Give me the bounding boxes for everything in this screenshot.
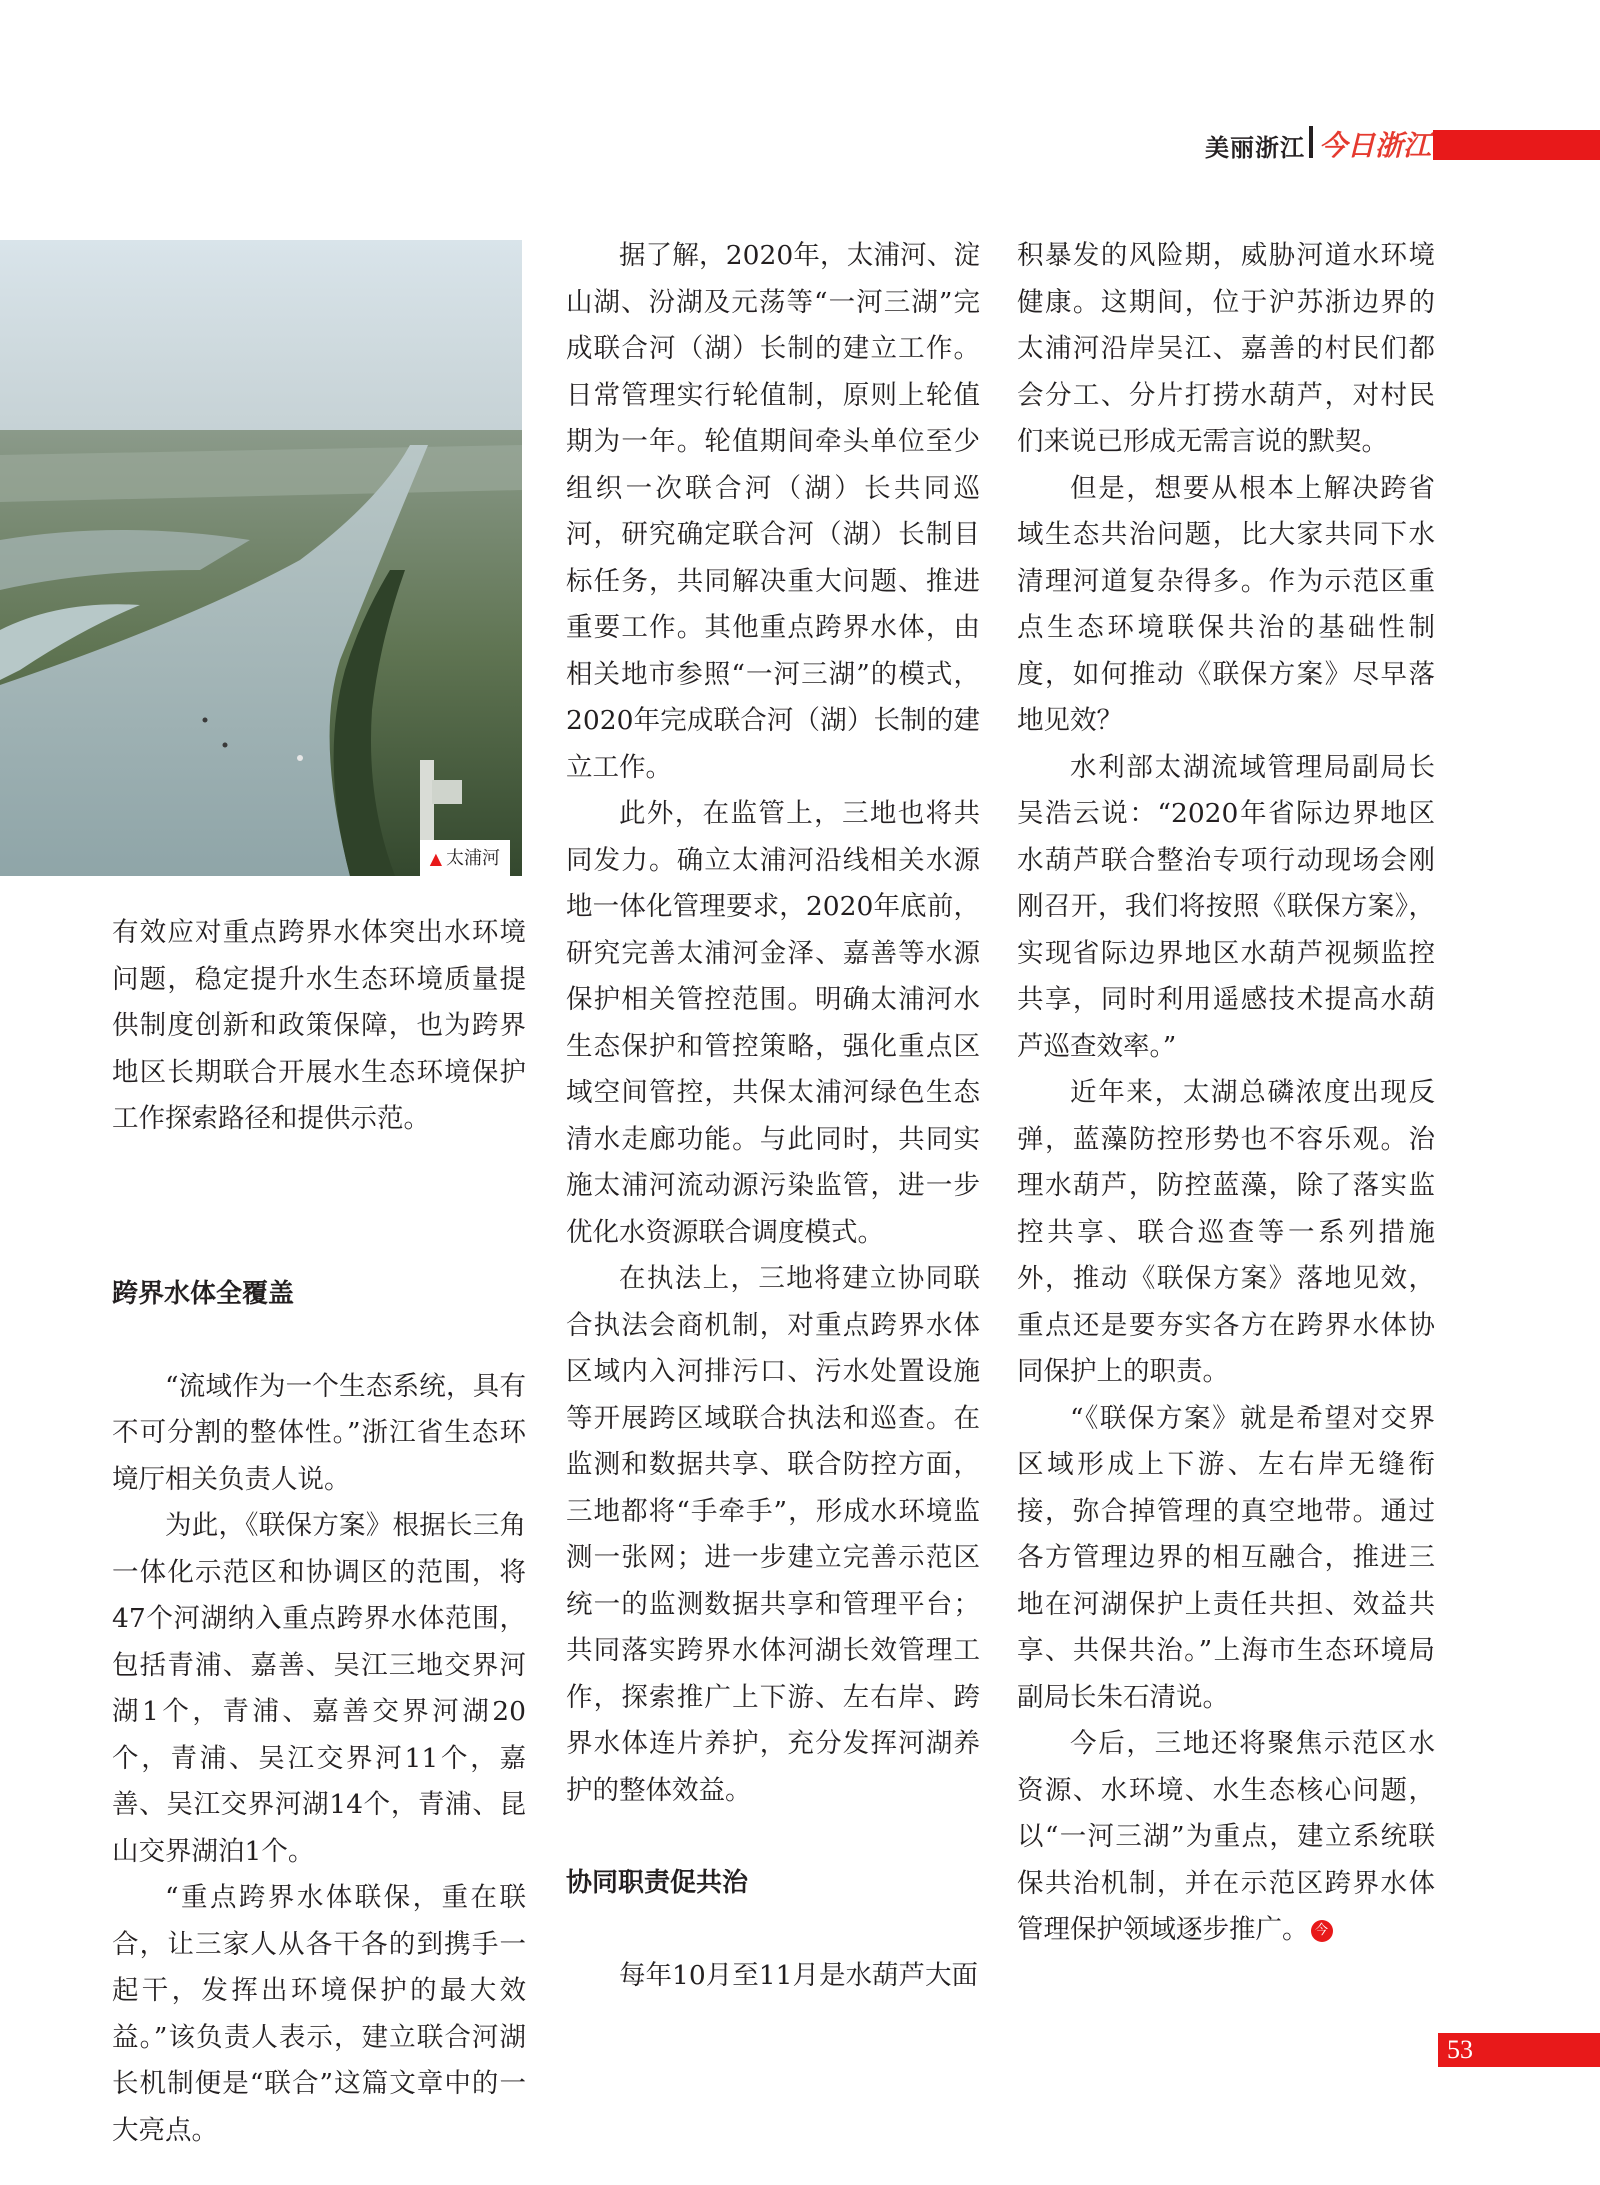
heading-spacer <box>566 1814 980 1860</box>
paragraph: 在执法上，三地将建立协同联合执法会商机制，对重点跨界水体区域内入河排污口、污水处置设施等开展跨区域联合执法和巡查。在监测和数据共享、联合防控方面，三地都将“手牵手”，形成水环境监测一张网；进一步建立完善示范区统一的监测数据共享和管理平台；共同落实跨界水体河湖长效管理工作，探索推广上下游、左右岸、跨界水体连片养护，充分发挥河湖养护的整体效益。 <box>566 1263 980 1806</box>
paragraph: 但是，想要从根本上解决跨省域生态共治问题，比大家共同下水清理河道复杂得多。作为示范区重点生态环境联保共治的基础性制度，如何推动《联保方案》尽早落地见效？ <box>1017 472 1435 736</box>
river-photo <box>0 240 522 876</box>
brand-logo: 今日浙江 <box>1319 129 1432 162</box>
header-separator <box>1309 126 1313 158</box>
page-number-bar <box>1438 2033 1600 2067</box>
paragraph: 为此，《联保方案》根据长三角一体化示范区和协调区的范围，将47个河湖纳入重点跨界水体范围，包括青浦、嘉善、吴江三地交界河湖1个，青浦、嘉善交界河湖20个，青浦、吴江交界河11个，嘉善、吴江交界河湖14个，青浦、昆山交界湖泊1个。 <box>112 1510 526 1867</box>
paragraph: 每年10月至11月是水葫芦大面 <box>619 1959 978 1991</box>
paragraph: “《联保方案》就是希望对交界区域形成上下游、左右岸无缝衔接，弥合掉管理的真空地带。通过各方管理边界的相互融合，推进三地在河湖保护上责任共担、效益共享、共保共治。”上海市生态环境局副局长朱石清说。 <box>1017 1402 1435 1713</box>
paragraph: 水利部太湖流域管理局副局长吴浩云说：“2020年省际边界地区水葫芦联合整治专项行动现场会刚刚召开，我们将按照《联保方案》，实现省际边界地区水葫芦视频监控共享，同时利用遥感技术提高水葫芦巡查效率。” <box>1017 751 1435 1062</box>
paragraph: 近年来，太湖总磷浓度出现反弹，蓝藻防控形势也不容乐观。治理水葫芦，防控蓝藻，除了落实监控共享、联合巡查等一系列措施外，推动《联保方案》落地见效，重点还是要夯实各方在跨界水体协同保护上的职责。 <box>1017 1077 1435 1387</box>
paragraph-text: 今后，三地还将聚焦示范区水资源、水环境、水生态核心问题，以“一河三湖”为重点，建立系统联保共治机制，并在示范区跨界水体管理保护领域逐步推广。 <box>1017 1728 1435 1945</box>
paragraph: 积暴发的风险期，威胁河道水环境健康。这期间，位于沪苏浙边界的太浦河沿岸吴江、嘉善的村民们都会分工、分片打捞水葫芦，对村民们来说已形成无需言说的默契。 <box>1017 240 1435 457</box>
section-heading: 协同职责促共治 <box>566 1868 749 1898</box>
paragraph: “流域作为一个生态系统，具有不可分割的整体性。”浙江省生态环境厅相关负责人说。 <box>112 1370 526 1495</box>
column-3 <box>1017 233 1435 1954</box>
column-2 <box>566 233 980 1999</box>
heading-spacer <box>112 1318 526 1364</box>
page-number: 53 <box>1447 2035 1473 2064</box>
caption-triangle-icon: ▲ <box>429 849 442 868</box>
caption-text: 太浦河 <box>446 848 500 869</box>
photo-caption <box>420 840 510 876</box>
column-1-bottom <box>112 1271 526 2154</box>
paragraph: 此外，在监管上，三地也将共同发力。确立太浦河沿线相关水源地一体化管理要求，2020年底前，研究完善太浦河金泽、嘉善等水源保护相关管控范围。明确太浦河水生态保护和管控策略，强化重点区域空间管控，共保太浦河绿色生态清水走廊功能。与此同时，共同实施太浦河流动源污染监管，进一步优化水资源联合调度模式。 <box>566 798 980 1248</box>
paragraph: 据了解，2020年，太浦河、淀山湖、汾湖及元荡等“一河三湖”完成联合河（湖）长制的建立工作。日常管理实行轮值制，原则上轮值期为一年。轮值期间牵头单位至少组织一次联合河（湖）长共同巡河，研究确定联合河（湖）长制目标任务，共同解决重大问题、推进重要工作。其他重点跨界水体，由相关地市参照“一河三湖”的模式，2020年完成联合河（湖）长制的建立工作。 <box>566 240 980 783</box>
aerial-river-image <box>0 240 522 876</box>
section-title: 美丽浙江 <box>1205 134 1305 162</box>
end-mark-icon: 今 <box>1311 1920 1333 1942</box>
page-header <box>1195 126 1600 160</box>
section-heading: 跨界水体全覆盖 <box>112 1279 295 1309</box>
heading-spacer <box>566 1907 980 1953</box>
column-1-top <box>112 910 526 1143</box>
paragraph: 有效应对重点跨界水体突出水环境问题，稳定提升水生态环境质量提供制度创新和政策保障，也为跨界地区长期联合开展水生态环境保护工作探索路径和提供示范。 <box>112 917 526 1134</box>
paragraph: “重点跨界水体联保，重在联合，让三家人从各干各的到携手一起干，发挥出环境保护的最大效益。”该负责人表示，建立联合河湖长机制便是“联合”这篇文章中的一大亮点。 <box>112 1882 526 2146</box>
paragraph-last <box>1017 1721 1435 1954</box>
header-red-bar <box>1433 130 1600 160</box>
